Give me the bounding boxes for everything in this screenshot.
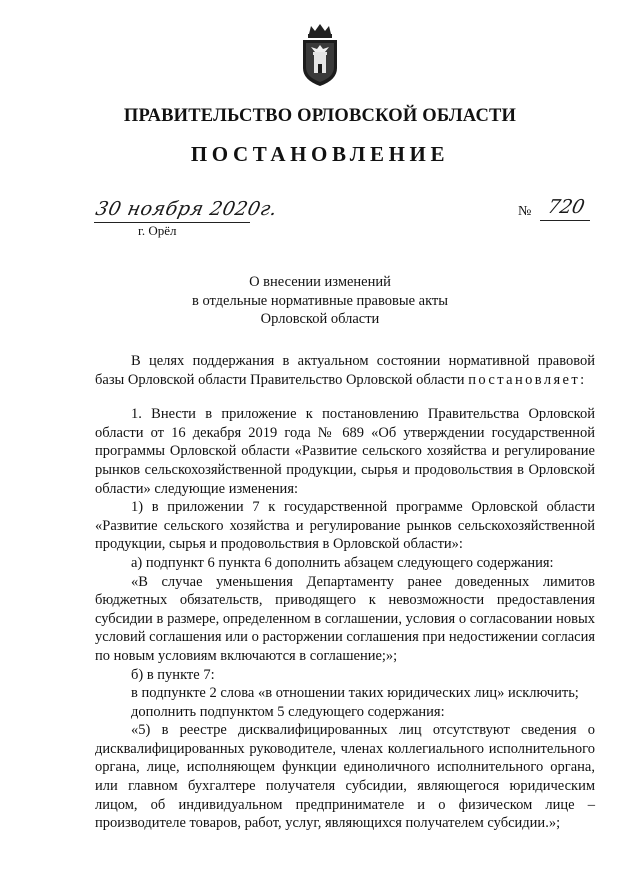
body-paragraph: 1. Внести в приложение к постановлению Правительства Орловской области от 16 декабря 2019 года № 689 «Об утверждении государственной программы Орловской области «Развитие сельского хозяйства и регулирование рынков сельскохозяйственной продукции, сырья и продовольствия в Орловской области» следующие изменения: — [95, 406, 595, 497]
preamble-text: В целях поддержания в актуальном состоянии нормативной правовой базы Орловской области Правительство Орловской области — [95, 353, 595, 388]
body-paragraph: дополнить подпунктом 5 следующего содержания: — [131, 703, 445, 720]
number-sign: № — [518, 204, 532, 219]
coat-of-arms-icon — [297, 22, 343, 88]
body-paragraph: в подпункте 2 слова «в отношении таких юридических лиц» исключить; — [131, 685, 579, 702]
document-body — [95, 352, 595, 833]
subject-line: Орловской области — [260, 311, 380, 327]
document-city: г. Орёл — [138, 223, 177, 238]
document-date: 30 ноября 2020г. — [93, 198, 280, 220]
body-paragraph: б) в пункте 7: — [131, 666, 215, 683]
body-paragraph: «5) в реестре дисквалифицированных лиц отсутствуют сведения о дисквалифицированных руководителе, членах коллегиального исполнительного органа, лице, исполняющем функции единоличного исполнительного органа, или главном бухгалтере получателя субсидии, являющегося юридическим лицом, об индивидуальном предпринимателе и о физическом лице – производителе товаров, работ, услуг, являющихся получателем субсидии.»; — [95, 722, 595, 832]
subject-line: в отдельные нормативные правовые акты — [191, 292, 449, 309]
document-subject — [0, 273, 640, 329]
number-underline — [540, 220, 590, 221]
document-number: 720 — [545, 196, 587, 218]
body-paragraph: 1) в приложении 7 к государственной программе Орловской области «Развитие сельского хозяйства и регулирование рынков сельскохозяйственной продукции, сырья и продовольствия в Орловской области»: — [95, 499, 595, 553]
preamble-paragraph — [95, 352, 595, 389]
body-paragraph: «В случае уменьшения Департаменту ранее доведенных лимитов бюджетных обязательств, приводящего к невозможности предоставления субсидии в размере, определенном в соглашении, условия о согласовании новых условий соглашения или о расторжении соглашения при недостижении согласия по новым условиям включаются в соглашение;»; — [95, 573, 595, 664]
organization-name: ПРАВИТЕЛЬСТВО ОРЛОВСКОЙ ОБЛАСТИ — [123, 106, 517, 126]
resolves-word: постановляет: — [468, 371, 587, 388]
body-paragraph: а) подпункт 6 пункта 6 дополнить абзацем следующего содержания: — [131, 554, 554, 571]
subject-line: О внесении изменений — [249, 274, 391, 290]
document-type: ПОСТАНОВЛЕНИЕ — [190, 142, 450, 166]
